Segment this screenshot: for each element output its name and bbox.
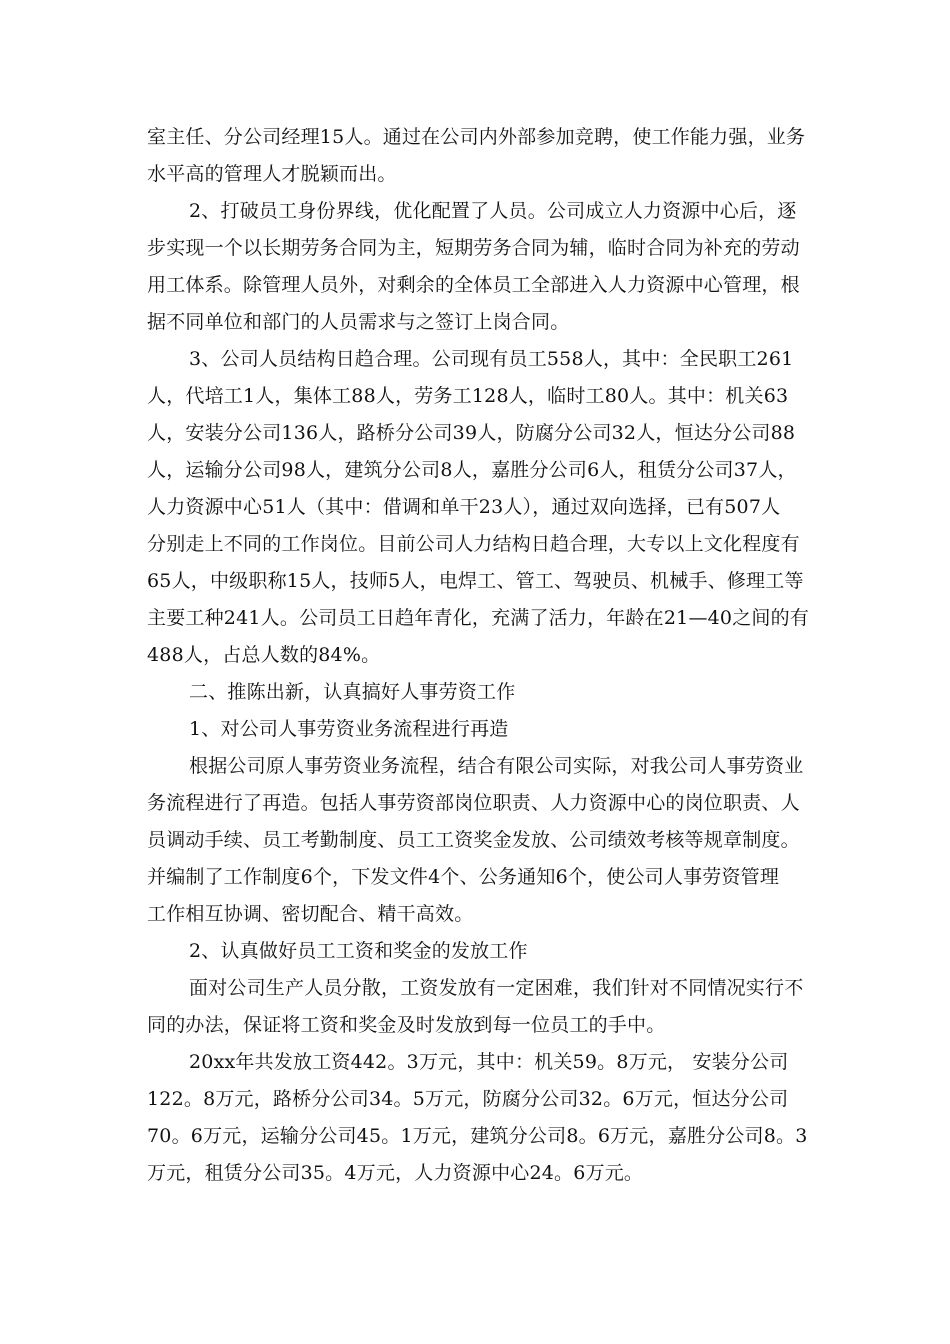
text-line: 面对公司生产人员分散，工资发放有一定困难，我们针对不同情况实行不 (189, 977, 804, 999)
text-line: 根据公司原人事劳资业务流程，结合有限公司实际，对我公司人事劳资业 (189, 755, 804, 777)
text-line: 65人，中级职称15人，技师5人，电焊工、管工、驾驶员、机械手、修理工等 (147, 570, 804, 592)
text-line: 70。6万元，运输分公司45。1万元，建筑分公司8。6万元，嘉胜分公司8。3 (147, 1125, 808, 1147)
text-line: 分别走上不同的工作岗位。目前公司人力结构日趋合理，大专以上文化程度有 (147, 533, 800, 555)
subsection-heading: 1、对公司人事劳资业务流程进行再造 (189, 718, 509, 740)
text-line: 步实现一个以长期劳务合同为主，短期劳务合同为辅，临时合同为补充的劳动 (147, 237, 800, 259)
text-line: 20xx年共发放工资442。3万元，其中：机关59。8万元， 安装分公司 (189, 1051, 789, 1073)
text-line: 2、打破员工身份界线，优化配置了人员。公司成立人力资源中心后，逐 (189, 200, 797, 222)
text-line: 主要工种241人。公司员工日趋年青化，充满了活力，年龄在21—40之间的有 (147, 607, 810, 629)
subsection-heading: 2、认真做好员工工资和奖金的发放工作 (189, 940, 528, 962)
text-line: 务流程进行了再造。包括人事劳资部岗位职责、人力资源中心的岗位职责、人 (147, 792, 800, 814)
text-line: 水平高的管理人才脱颖而出。 (147, 163, 397, 185)
text-line: 人，安装分公司136人，路桥分公司39人，防腐分公司32人，恒达分公司88 (147, 422, 796, 444)
text-line: 同的办法，保证将工资和奖金及时发放到每一位员工的手中。 (147, 1014, 666, 1036)
text-line: 3、公司人员结构日趋合理。公司现有员工558人，其中：全民职工261 (189, 348, 794, 370)
text-line: 488人，占总人数的84%。 (147, 644, 381, 666)
section-heading: 二、推陈出新，认真搞好人事劳资工作 (189, 681, 516, 703)
text-line: 人，运输分公司98人，建筑分公司8人，嘉胜分公司6人，租赁分公司37人， (147, 459, 797, 481)
text-line: 室主任、分公司经理15人。通过在公司内外部参加竞聘，使工作能力强，业务 (147, 126, 806, 148)
text-line: 万元，租赁分公司35。4万元，人力资源中心24。6万元。 (147, 1162, 644, 1184)
text-line: 122。8万元，路桥分公司34。5万元，防腐分公司32。6万元，恒达分公司 (147, 1088, 789, 1110)
text-line: 并编制了工作制度6个，下发文件4个、公务通知6个，使公司人事劳资管理 (147, 866, 780, 888)
text-line: 据不同单位和部门的人员需求与之签订上岗合同。 (147, 311, 570, 333)
text-line: 人，代培工1人，集体工88人，劳务工128人，临时工80人。其中：机关63 (147, 385, 789, 407)
text-line: 用工体系。除管理人员外，对剩余的全体员工全部进入人力资源中心管理，根 (147, 274, 800, 296)
text-line: 员调动手续、员工考勤制度、员工工资奖金发放、公司绩效考核等规章制度。 (147, 829, 800, 851)
text-line: 工作相互协调、密切配合、精干高效。 (147, 903, 474, 925)
text-line: 人力资源中心51人（其中：借调和单干23人），通过双向选择，已有507人 (147, 496, 781, 518)
